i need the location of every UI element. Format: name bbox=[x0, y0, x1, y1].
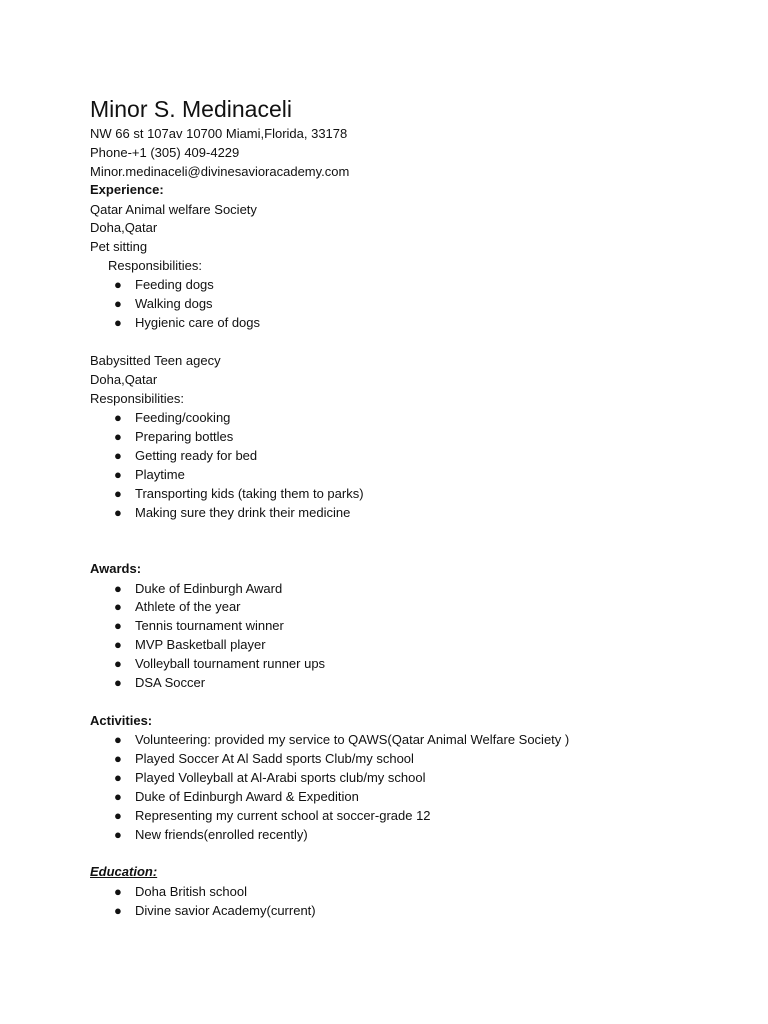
bullet-marker: ● bbox=[114, 486, 122, 501]
job1-role: Pet sitting bbox=[90, 239, 148, 254]
list-item: New friends(enrolled recently) bbox=[135, 827, 308, 842]
bullet-marker: ● bbox=[114, 618, 122, 633]
bullet-marker: ● bbox=[114, 732, 122, 747]
list-item: Getting ready for bed bbox=[135, 448, 258, 463]
list-item: Feeding/cooking bbox=[135, 410, 231, 425]
activities-heading: Activities: bbox=[90, 713, 153, 728]
list-item: Volunteering: provided my service to QAWS(Qatar Animal Welfare Society ) bbox=[135, 732, 570, 747]
list-item: Doha British school bbox=[135, 884, 247, 899]
bullet-marker: ● bbox=[114, 581, 122, 596]
bullet-marker: ● bbox=[114, 505, 122, 520]
list-item: Making sure they drink their medicine bbox=[135, 505, 351, 520]
list-item: Playtime bbox=[135, 467, 185, 482]
list-item: Volleyball tournament runner ups bbox=[135, 656, 326, 671]
list-item: Athlete of the year bbox=[135, 599, 241, 614]
job2-location: Doha,Qatar bbox=[90, 372, 158, 387]
job1-location: Doha,Qatar bbox=[90, 220, 158, 235]
bullet-marker: ● bbox=[114, 770, 122, 785]
list-item: Played Soccer At Al Sadd sports Club/my school bbox=[135, 751, 414, 766]
bullet-marker: ● bbox=[114, 599, 122, 614]
list-item: Transporting kids (taking them to parks) bbox=[135, 486, 364, 501]
list-item: Hygienic care of dogs bbox=[135, 315, 261, 330]
bullet-marker: ● bbox=[114, 751, 122, 766]
awards-heading: Awards: bbox=[90, 561, 142, 576]
list-item: DSA Soccer bbox=[135, 675, 206, 690]
list-item: Played Volleyball at Al-Arabi sports club/my school bbox=[135, 770, 426, 785]
job1-organization: Qatar Animal welfare Society bbox=[90, 202, 257, 217]
list-item: Feeding dogs bbox=[135, 277, 214, 292]
bullet-marker: ● bbox=[114, 827, 122, 842]
education-heading: Education: bbox=[90, 864, 158, 879]
bullet-marker: ● bbox=[114, 296, 122, 311]
bullet-marker: ● bbox=[114, 675, 122, 690]
phone-line: Phone-+1 (305) 409-4229 bbox=[90, 145, 240, 160]
list-item: Duke of Edinburgh Award bbox=[135, 581, 283, 596]
bullet-marker: ● bbox=[114, 656, 122, 671]
list-item: Preparing bottles bbox=[135, 429, 234, 444]
job1-responsibilities-label: Responsibilities: bbox=[108, 258, 202, 273]
bullet-marker: ● bbox=[114, 277, 122, 292]
list-item: Duke of Edinburgh Award & Expedition bbox=[135, 789, 359, 804]
list-item: Tennis tournament winner bbox=[135, 618, 284, 633]
job2-responsibilities-label: Responsibilities: bbox=[90, 391, 184, 406]
list-item: Walking dogs bbox=[135, 296, 213, 311]
list-item: Divine savior Academy(current) bbox=[135, 903, 316, 918]
address-line: NW 66 st 107av 10700 Miami,Florida, 33178 bbox=[90, 126, 348, 141]
bullet-marker: ● bbox=[114, 808, 122, 823]
bullet-marker: ● bbox=[114, 315, 122, 330]
bullet-marker: ● bbox=[114, 429, 122, 444]
experience-heading: Experience: bbox=[90, 182, 164, 197]
job2-organization: Babysitted Teen agecy bbox=[90, 353, 221, 368]
bullet-marker: ● bbox=[114, 637, 122, 652]
bullet-marker: ● bbox=[114, 903, 122, 918]
bullet-marker: ● bbox=[114, 789, 122, 804]
resume-name: Minor S. Medinaceli bbox=[90, 96, 292, 122]
bullet-marker: ● bbox=[114, 884, 122, 899]
bullet-marker: ● bbox=[114, 410, 122, 425]
list-item: Representing my current school at soccer-grade 12 bbox=[135, 808, 431, 823]
list-item: MVP Basketball player bbox=[135, 637, 266, 652]
bullet-marker: ● bbox=[114, 467, 122, 482]
email-line: Minor.medinaceli@divinesavioracademy.com bbox=[90, 164, 350, 179]
bullet-marker: ● bbox=[114, 448, 122, 463]
